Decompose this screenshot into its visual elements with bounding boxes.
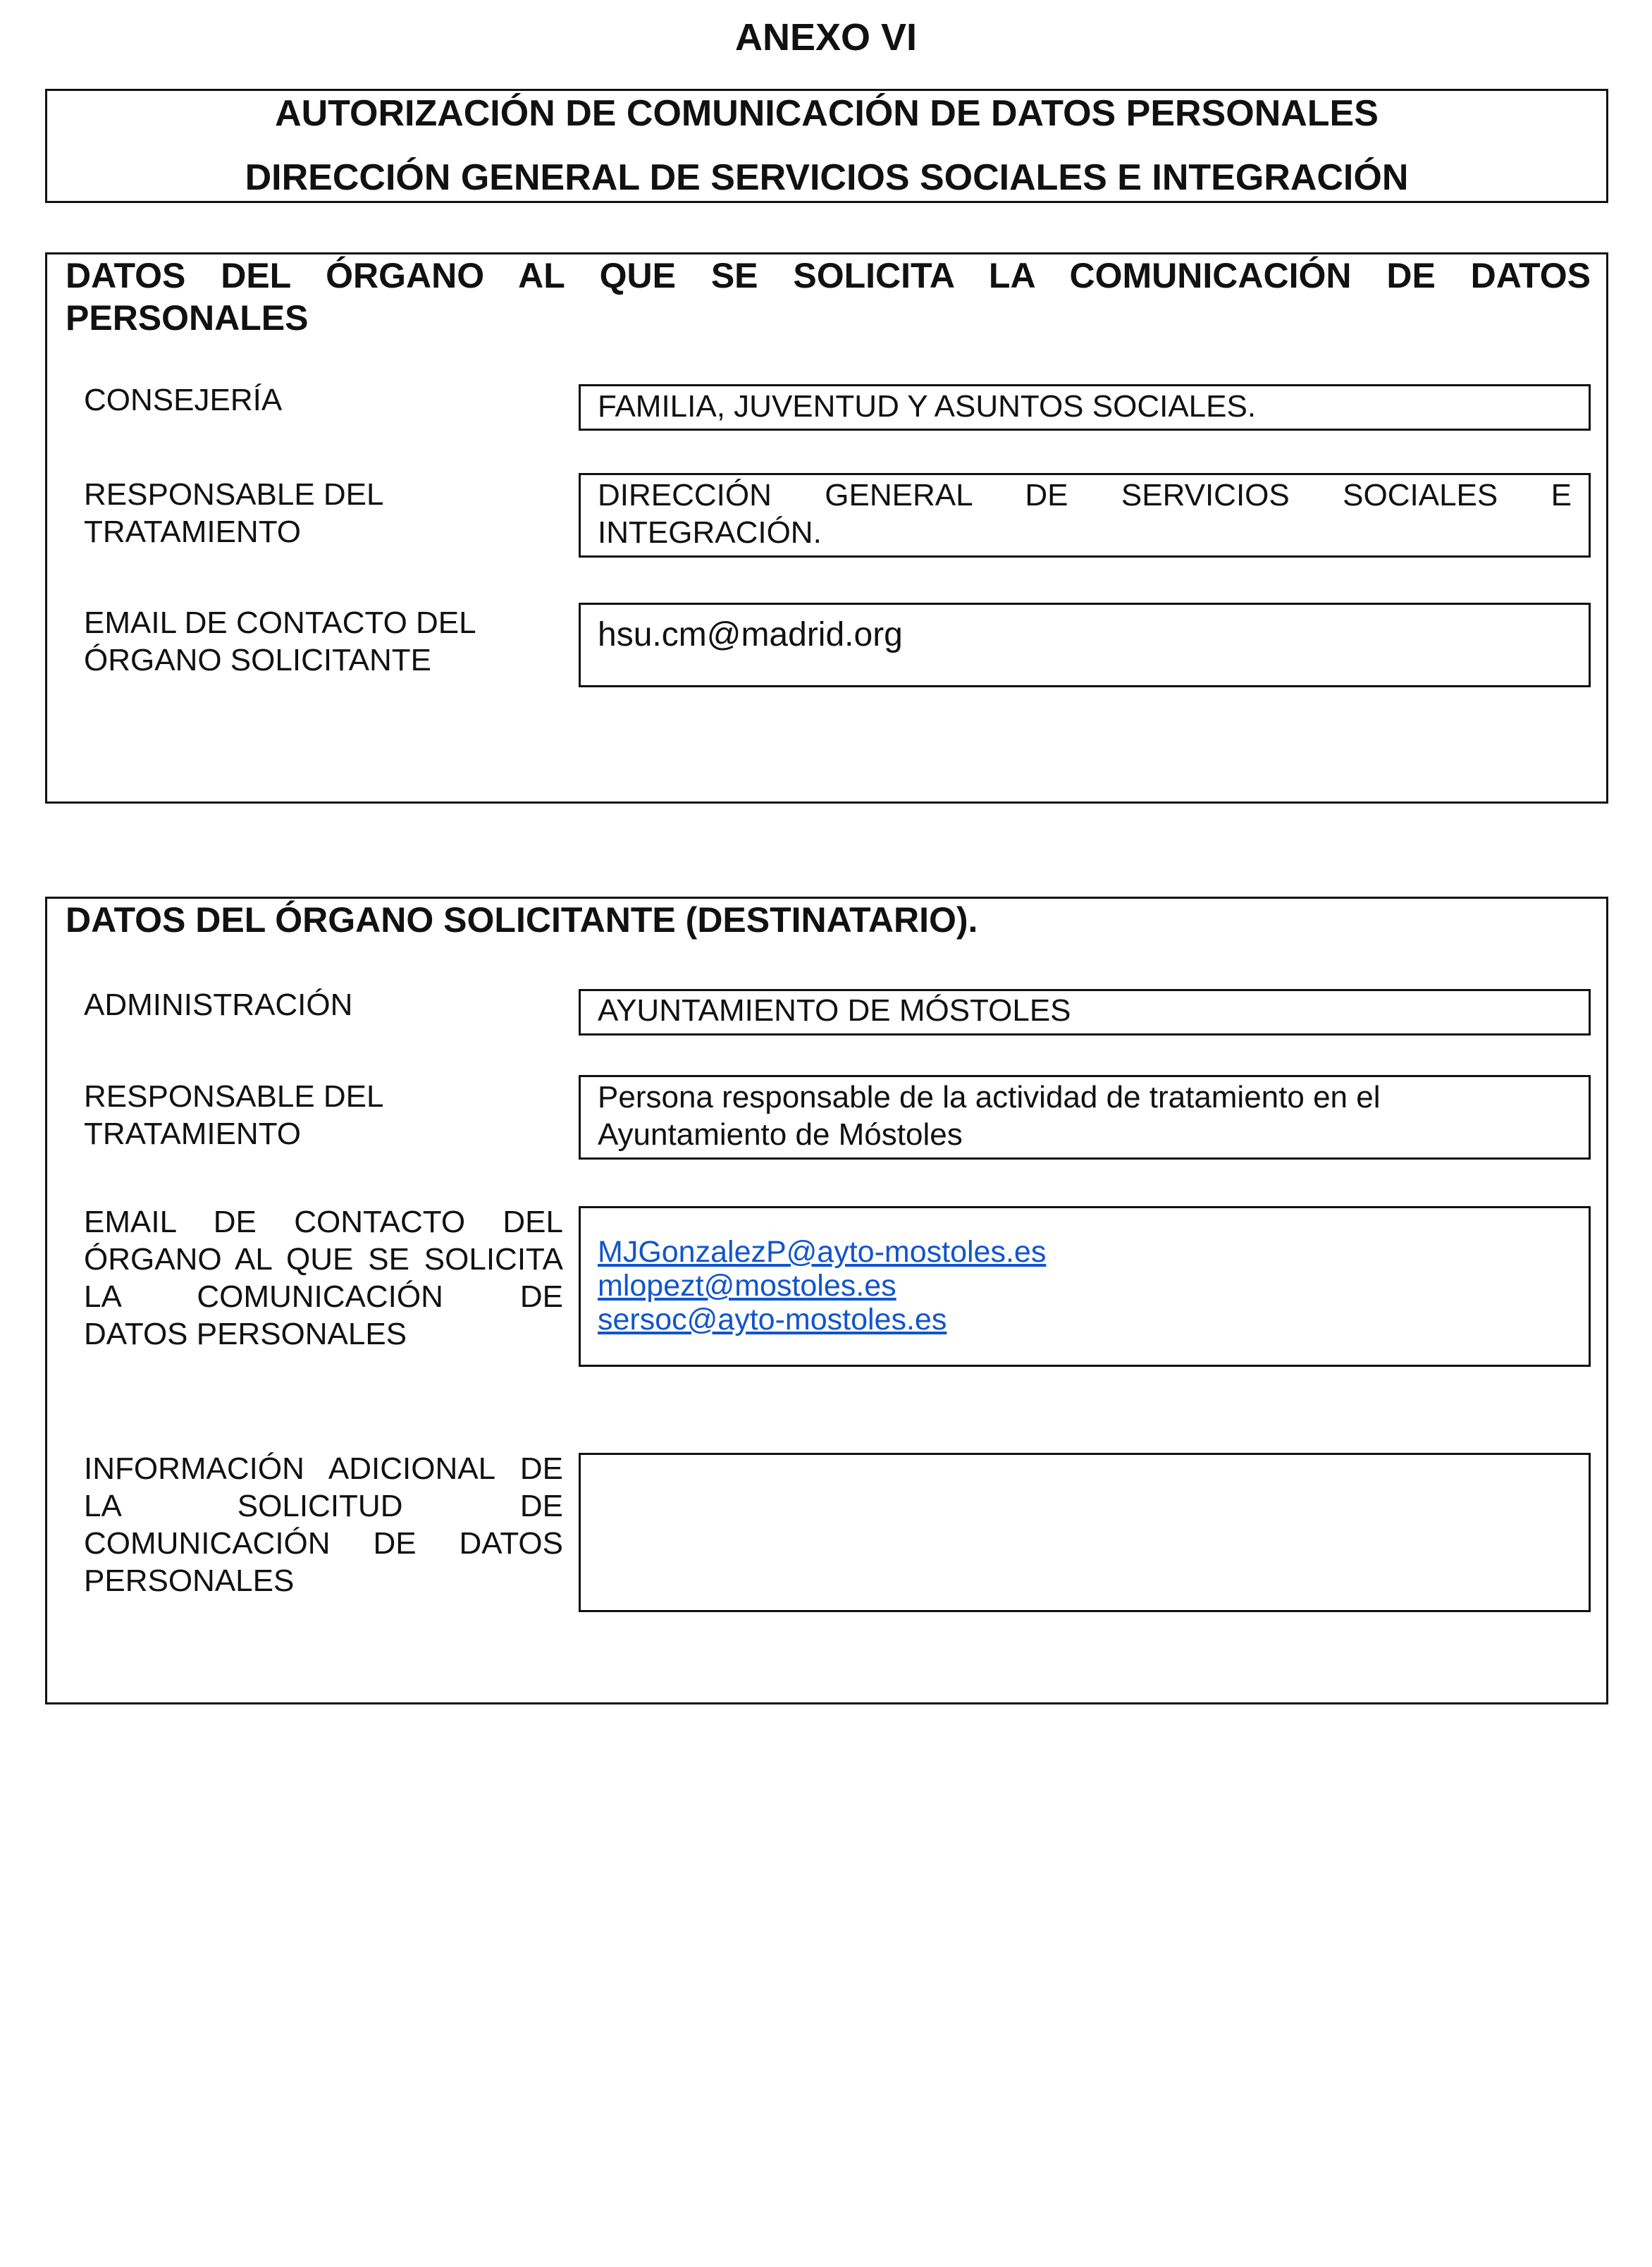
responsable-2-field — [579, 1075, 1591, 1160]
email-1-field: hsu.cm@madrid.org — [579, 603, 1591, 687]
email-1-label-line-2: ÓRGANO SOLICITANTE — [84, 643, 432, 677]
section-organo-destinatario — [45, 897, 1608, 1704]
section-1-heading-line-1: DATOS DEL ÓRGANO AL QUE SE SOLICITA LA COMUNICACIÓN DE DATOS — [66, 256, 1591, 295]
responsable-2-label — [84, 1078, 563, 1153]
section-1-heading-line-2: PERSONALES — [66, 298, 309, 338]
responsable-2-value-line-1: Persona responsable de la actividad de tratamiento en el — [598, 1080, 1381, 1114]
section-1-heading — [66, 254, 1591, 339]
email-link[interactable]: mlopezt@mostoles.es — [598, 1269, 896, 1303]
info-label-line-4: PERSONALES — [84, 1563, 295, 1598]
email-1-label-line-1: EMAIL DE CONTACTO DEL — [84, 606, 476, 640]
info-field — [579, 1453, 1591, 1612]
consejeria-label: CONSEJERÍA — [84, 383, 283, 417]
email-2-label-line-4: DATOS PERSONALES — [84, 1317, 407, 1351]
info-label-line-3: COMUNICACIÓN DE DATOS — [84, 1526, 563, 1561]
info-label-line-1: INFORMACIÓN ADICIONAL DE — [84, 1451, 563, 1486]
responsable-1-field — [579, 473, 1591, 558]
email-link[interactable]: MJGonzalezP@ayto-mostoles.es — [598, 1235, 1047, 1269]
responsable-1-label — [84, 476, 563, 551]
document-title-line-2: DIRECCIÓN GENERAL DE SERVICIOS SOCIALES E INTEGRACIÓN — [245, 157, 1409, 198]
section-2-heading: DATOS DEL ÓRGANO SOLICITANTE (DESTINATARIO). — [66, 900, 978, 940]
administracion-label: ADMINISTRACIÓN — [84, 988, 353, 1022]
email-link[interactable]: sersoc@ayto-mostoles.es — [598, 1303, 947, 1337]
email-2-label — [84, 1203, 563, 1353]
administracion-field: AYUNTAMIENTO DE MÓSTOLES — [579, 989, 1591, 1036]
email-2-label-line-2: ÓRGANO AL QUE SE SOLICITA — [84, 1242, 563, 1277]
annex-title: ANEXO VI — [734, 16, 918, 59]
responsable-1-value-line-2: INTEGRACIÓN. — [598, 515, 822, 550]
responsable-2-label-line-2: TRATAMIENTO — [84, 1117, 301, 1151]
responsable-1-value-line-1: DIRECCIÓN GENERAL DE SERVICIOS SOCIALES E — [598, 478, 1572, 512]
email-1-label — [84, 604, 563, 679]
email-2-label-line-1: EMAIL DE CONTACTO DEL — [84, 1205, 563, 1239]
document-title-box — [45, 89, 1608, 203]
consejeria-field: FAMILIA, JUVENTUD Y ASUNTOS SOCIALES. — [579, 384, 1591, 431]
document-title-line-1: AUTORIZACIÓN DE COMUNICACIÓN DE DATOS PERSONALES — [275, 93, 1379, 134]
responsable-1-label-line-2: TRATAMIENTO — [84, 515, 301, 549]
email-2-field — [579, 1206, 1591, 1367]
email-2-label-line-3: LA COMUNICACIÓN DE — [84, 1279, 563, 1314]
info-label — [84, 1450, 563, 1599]
info-label-line-2: LA SOLICITUD DE — [84, 1489, 563, 1523]
section-organo-solicitado — [45, 252, 1608, 804]
responsable-2-value-line-2: Ayuntamiento de Móstoles — [598, 1117, 963, 1152]
responsable-2-label-line-1: RESPONSABLE DEL — [84, 1079, 384, 1114]
responsable-1-label-line-1: RESPONSABLE DEL — [84, 477, 384, 512]
